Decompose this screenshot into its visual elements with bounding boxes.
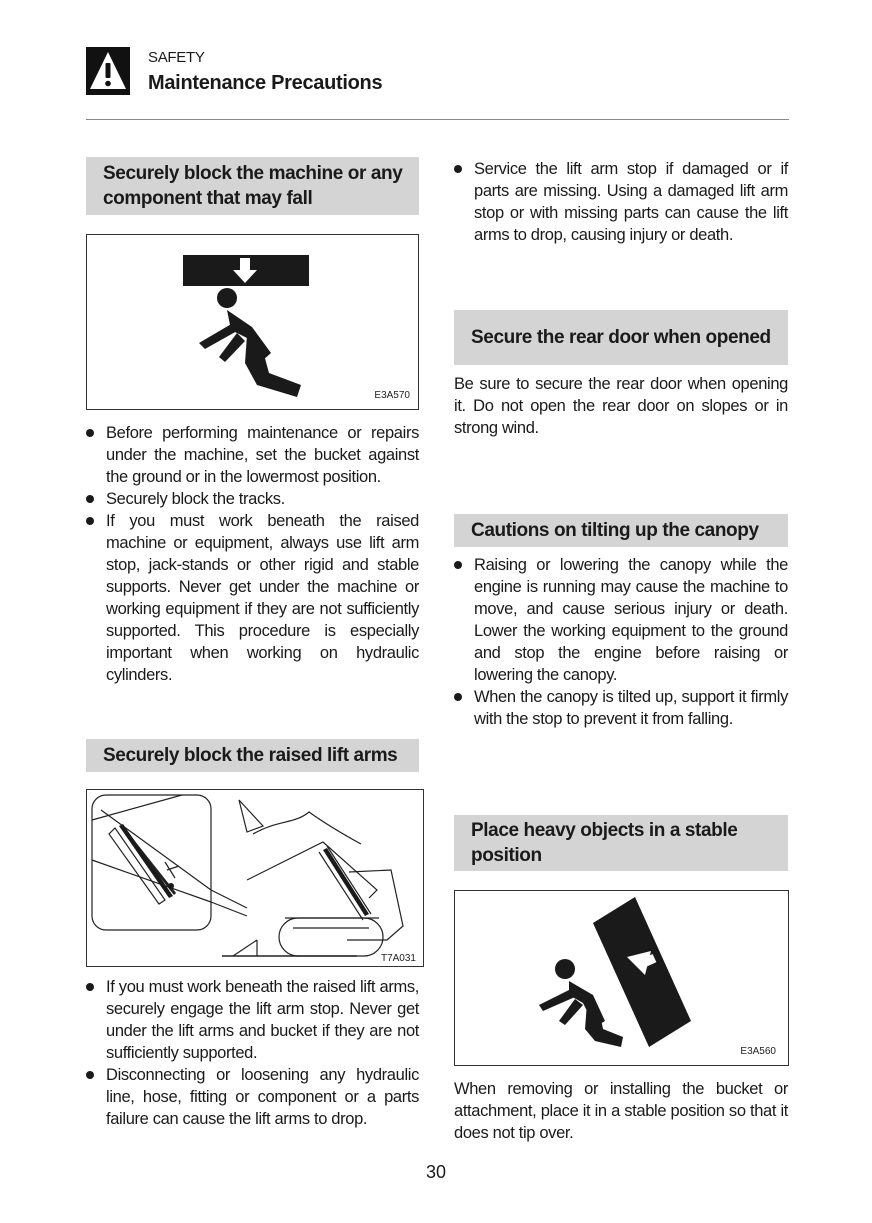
list-item: If you must work beneath the raised lift arms, securely engage the lift arm stop. Never get under the lift arms and bucket if they are not sufficiently supported. xyxy=(86,976,419,1064)
lift-arm-stop-diagram xyxy=(87,790,423,966)
falling-object-hazard-icon xyxy=(87,235,418,409)
heading-block-heavy-objects-text: Place heavy objects in a stable position xyxy=(471,820,738,866)
list-item: Before performing maintenance or repairs under the machine, set the bucket against the ground or in the lowermost position. xyxy=(86,422,419,488)
heading-block-lift-arms xyxy=(86,739,419,772)
heading-block-heavy-objects xyxy=(454,815,788,871)
figure-tipping-object xyxy=(454,890,789,1066)
heading-block-machine xyxy=(86,157,419,215)
list-item: Service the lift arm stop if damaged or if parts are missing. Using a damaged lift arm stop or with missing parts can cause the lift arms to drop, causing injury or death. xyxy=(454,158,788,246)
page-title: Maintenance Precautions xyxy=(148,72,383,94)
header-divider xyxy=(86,119,789,120)
heading-block-canopy xyxy=(454,514,788,547)
figure-code: E3A570 xyxy=(374,390,410,401)
list-item: When the canopy is tilted up, support it firmly with the stop to prevent it from falling. xyxy=(454,686,788,730)
section-label: SAFETY xyxy=(148,49,205,66)
list-item: Raising or lowering the canopy while the engine is running may cause the machine to move, and cause serious injury or death. Lower the working equipment to the ground and stop the engine before raising or lowering the canopy. xyxy=(454,554,788,686)
bullet-list-lift-arm-stop xyxy=(454,158,788,246)
bullet-list-lift-arms xyxy=(86,976,419,1130)
figure-falling-object xyxy=(86,234,419,410)
figure-lift-arm-stop xyxy=(86,789,424,967)
tipping-object-hazard-icon xyxy=(455,891,788,1065)
bullet-list-machine xyxy=(86,422,419,686)
heading-block-rear-door-text: Secure the rear door when opened xyxy=(471,327,771,348)
heading-block-canopy-text: Cautions on tilting up the canopy xyxy=(471,520,759,541)
heading-block-rear-door xyxy=(454,310,788,365)
heading-block-lift-arms-text: Securely block the raised lift arms xyxy=(103,745,398,766)
bullet-list-canopy xyxy=(454,554,788,730)
page-number: 30 xyxy=(425,1162,447,1182)
list-item: Disconnecting or loosening any hydraulic line, hose, fitting or component or a parts failure can cause the lift arms to drop. xyxy=(86,1064,419,1130)
figure-code: E3A560 xyxy=(740,1046,776,1057)
list-item: If you must work beneath the raised machine or equipment, always use lift arm stop, jack-stands or other rigid and stable supports. Never get under the machine or working equipment if they are not sufficiently supported. This procedure is especially important when working on hydraulic cylinders. xyxy=(86,510,419,686)
heading-block-machine-text: Securely block the machine or any component that may fall xyxy=(103,163,403,209)
figure-code: T7A031 xyxy=(380,953,416,964)
warning-icon xyxy=(86,47,130,95)
heavy-objects-text: When removing or installing the bucket or attachment, place it in a stable position so that it does not tip over. xyxy=(454,1080,788,1142)
list-item: Securely block the tracks. xyxy=(86,488,419,510)
rear-door-text: Be sure to secure the rear door when opening it. Do not open the rear door on slopes or in strong wind. xyxy=(454,375,788,437)
